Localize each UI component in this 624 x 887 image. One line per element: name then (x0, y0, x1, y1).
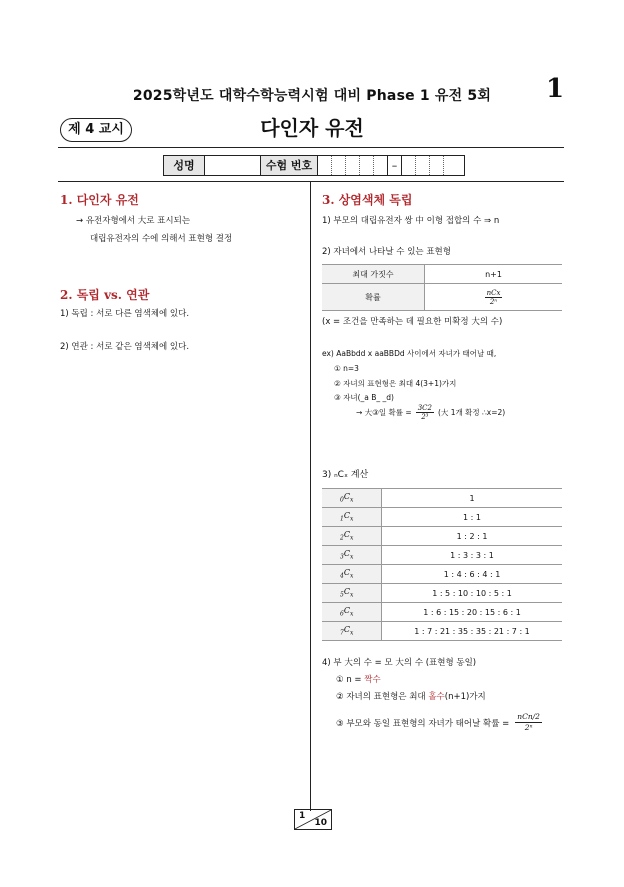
table-row (322, 527, 562, 546)
name-label: 성명 (164, 156, 205, 175)
table-row (322, 584, 562, 603)
table-row (322, 508, 562, 527)
section-1-line-2: 대립유전자의 수에 의해서 표현형 결정 (90, 234, 233, 244)
ncx-value: 1 : 3 : 3 : 1 (382, 546, 563, 565)
ncx-value: 1 : 4 : 6 : 4 : 1 (382, 565, 563, 584)
exam-header-title: 2025학년도 대학수학능력시험 대비 Phase 1 유전 5회 (132, 88, 492, 104)
ncx-label: $_4C_x$ (322, 565, 382, 584)
exam-number-digit[interactable] (430, 156, 444, 175)
page-number: 1 (546, 74, 565, 104)
section-3-item-1: 1) 부모의 대립유전자 쌍 中 이형 접합의 수 ⇒ n (322, 216, 500, 226)
example-step-2: ② 자녀의 표현형은 최대 4(3+1)가지 (334, 379, 457, 388)
table-row (322, 265, 562, 284)
step-3-text: ③ 부모와 동일 표현형의 자녀가 태어날 확률 = (336, 718, 510, 729)
fraction-denominator: 2ⁿ (524, 723, 533, 732)
same-phenotype-fraction (515, 712, 542, 733)
max-count-value: n+1 (425, 265, 563, 284)
example-step-4-text: → 大③일 확률 = (356, 408, 412, 417)
exam-number-label: 수험 번호 (261, 156, 318, 175)
ncx-value: 1 : 2 : 1 (382, 527, 563, 546)
fraction-numerator: nCn/2 (517, 712, 540, 721)
exam-number-digit[interactable] (318, 156, 332, 175)
student-id-box (163, 155, 465, 176)
section-2-title: 2. 독립 vs. 연관 (60, 288, 150, 302)
section-3-4-step-1 (336, 673, 381, 685)
ncx-value: 1 : 7 : 21 : 35 : 35 : 21 : 7 : 1 (382, 622, 563, 641)
title-divider (58, 147, 564, 148)
step-1-text: ① n = (336, 675, 365, 685)
example-step-1: ① n=3 (334, 364, 359, 373)
section-3-4-heading: 4) 부 大의 수 = 모 大의 수 (표현형 동일) (322, 658, 477, 668)
ncx-label: $_2C_x$ (322, 527, 382, 546)
fraction-numerator: nCx (486, 288, 501, 297)
probability-label: 확률 (322, 284, 425, 311)
section-3-4-step-3 (336, 712, 542, 733)
exam-number-digit[interactable] (374, 156, 388, 175)
ncx-section-title: 3) ₙCₓ 계산 (322, 470, 369, 480)
ncx-label: $_5C_x$ (322, 584, 382, 603)
ncx-label: $_6C_x$ (322, 603, 382, 622)
section-1-line-1: → 유전자형에서 大로 표시되는 (76, 216, 191, 226)
section-3-item-2: 2) 자녀에서 나타날 수 있는 표현형 (322, 247, 451, 257)
table-row (322, 546, 562, 565)
even-highlight: 짝수 (364, 675, 381, 685)
session-badge: 제 4 교시 (60, 118, 132, 142)
exam-number-digit[interactable] (332, 156, 346, 175)
page-title: 다인자 유전 (260, 116, 364, 140)
ncx-value: 1 : 5 : 10 : 10 : 5 : 1 (382, 584, 563, 603)
table-row (322, 489, 562, 508)
probability-fraction (485, 289, 503, 306)
section-3-4-step-2 (336, 690, 486, 702)
column-divider (310, 181, 311, 811)
max-count-label: 최대 가짓수 (322, 265, 425, 284)
table-row (322, 565, 562, 584)
exam-number-digit[interactable] (346, 156, 360, 175)
total-pages: 10 (314, 818, 327, 828)
section-2-item-2: 2) 연관 : 서로 같은 염색체에 있다. (60, 342, 190, 352)
fraction-denominator: 2ⁿ (489, 297, 498, 306)
phenotype-table (322, 264, 562, 311)
ncx-value: 1 : 1 (382, 508, 563, 527)
body-top-rule (58, 181, 564, 182)
ncx-label: $_0C_x$ (322, 489, 382, 508)
current-page: 1 (299, 811, 306, 821)
ncx-value: 1 (382, 489, 563, 508)
section-2-item-1: 1) 독립 : 서로 다른 염색체에 있다. (60, 309, 190, 319)
ncx-table (322, 488, 562, 641)
section-3-note: (x = 조건을 만족하는 데 필요한 미확정 大의 수) (322, 317, 503, 327)
page-indicator (294, 809, 332, 830)
exam-number-digit[interactable] (402, 156, 416, 175)
name-field[interactable] (205, 156, 261, 175)
ncx-value: 1 : 6 : 15 : 20 : 15 : 6 : 1 (382, 603, 563, 622)
fraction-numerator: 3C2 (417, 404, 432, 412)
table-row (322, 622, 562, 641)
example-fraction (416, 404, 434, 421)
section-3-title: 3. 상염색체 독립 (322, 193, 413, 207)
probability-value (425, 284, 563, 311)
ncx-label: $_3C_x$ (322, 546, 382, 565)
exam-number-digit[interactable] (360, 156, 374, 175)
odd-highlight: 홀수 (428, 692, 445, 702)
example-line-1: ex) AaBbdd x aaBBDd 사이에서 자녀가 태어날 때, (322, 349, 497, 358)
step-2-suffix: (n+1)가지 (444, 692, 486, 702)
exam-number-dash: – (388, 156, 402, 175)
ncx-label: $_1C_x$ (322, 508, 382, 527)
fraction-denominator: 2³ (421, 413, 429, 421)
table-row (322, 284, 562, 311)
example-step-4 (356, 404, 505, 421)
step-2-text: ② 자녀의 표현형은 최대 (336, 692, 429, 702)
example-step-4-note: (大 1개 확정 ∴x=2) (437, 408, 506, 417)
exam-number-digit[interactable] (444, 156, 457, 175)
table-row (322, 603, 562, 622)
example-step-3: ③ 자녀(_a B_ _d) (334, 393, 394, 402)
ncx-label: $_7C_x$ (322, 622, 382, 641)
section-1-title: 1. 다인자 유전 (60, 193, 139, 207)
exam-number-digit[interactable] (416, 156, 430, 175)
